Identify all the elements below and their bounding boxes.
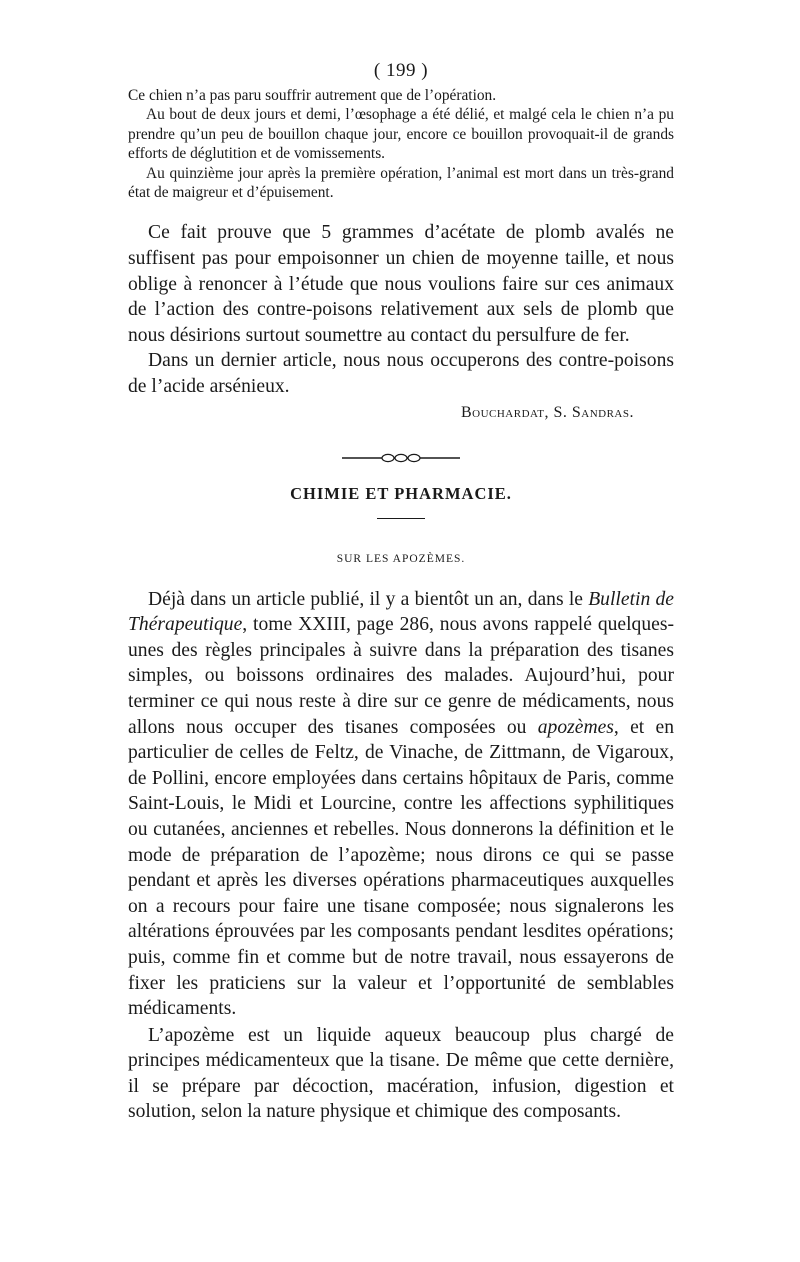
title-rule <box>377 518 425 519</box>
page <box>128 60 674 1125</box>
note-paragraph: Au bout de deux jours et demi, l’œsophage a été délié, et malgé cela le chien n’a pu prendre qu’un peu de bouillon chaque jour, encore ce bouillon provoquait-il de grands efforts de déglutition et de vomissements. <box>128 106 674 163</box>
term-apozemes: apozèmes <box>537 716 614 738</box>
body-paragraph: Dans un dernier article, nous nous occuperons des contre-poisons de l’acide arsénieux. <box>128 350 674 397</box>
article-body <box>128 587 674 1125</box>
article-subtitle: SUR LES APOZÈMES. <box>336 552 466 565</box>
note-paragraph: Au quinzième jour après la première opération, l’animal est mort dans un très-grand état de maigreur et d’épuisement. <box>128 164 674 202</box>
ornament-divider-icon <box>342 452 460 464</box>
article-paragraph: L’apozème est un liquide aqueux beaucoup plus chargé de principes médicamenteux que la tisane. De même que cette dernière, il se prépare par décoction, macération, infusion, digestion et solution, selon la nature physique et chimique des composants. <box>128 1024 674 1123</box>
section-title: CHIMIE ET PHARMACIE. <box>290 483 512 503</box>
journal-title: Bulletin de Thérapeutique <box>128 588 674 636</box>
note-paragraph: Ce chien n’a pas paru souffrir autrement que de l’opération. <box>128 87 497 104</box>
page-number: ( 199 ) <box>373 60 429 81</box>
body-paragraph: Ce fait prouve que 5 grammes d’acétate de plomb avalés ne suffisent pas pour empoisonner un chien de moyenne taille, et nous oblige à renoncer à l’étude que nous voulions faire sur ces animaux de l’action des contre-poisons relativement aux sels de plomb que nous désirions surtout soumettre au contact du persulfure de fer. <box>128 222 674 346</box>
observation-notes <box>128 86 674 202</box>
article-paragraph: Déjà dans un article publié, il y a bientôt un an, dans le Bulletin de Thérapeutique, tome XXIII, page 286, nous avons rappelé quelques-unes des règles principales à suivre dans la préparation des tisanes simples, ou boissons ordinaires des malades. Aujourd’hui, pour terminer ce qui nous reste à dire sur ce genre de médicaments, nous allons nous occuper des tisanes composées ou apozèmes, et en particulier de celles de Feltz, de Vinache, de Zittmann, de Vigaroux, de Pollini, encore employées dans certains hôpitaux de Paris, comme Saint-Louis, le Midi et Lourcine, contre les affections syphilitiques ou cutanées, anciennes et rebelles. Nous donnerons la définition et le mode de préparation de l’apozème; nous dirons ce qui se passe pendant et après les diverses opérations pharmaceutiques auxquelles on a recours pour faire une tisane composée; nous signalerons les altérations éprouvées par les composants pendant lesdites opérations; puis, comme fin et comme but de notre travail, nous essayerons de fixer les praticiens sur la valeur et l’opportunité de semblables médicaments. <box>128 588 674 1020</box>
author-signature: Bouchardat, S. Sandras. <box>460 403 634 421</box>
conclusion-text <box>128 220 674 399</box>
